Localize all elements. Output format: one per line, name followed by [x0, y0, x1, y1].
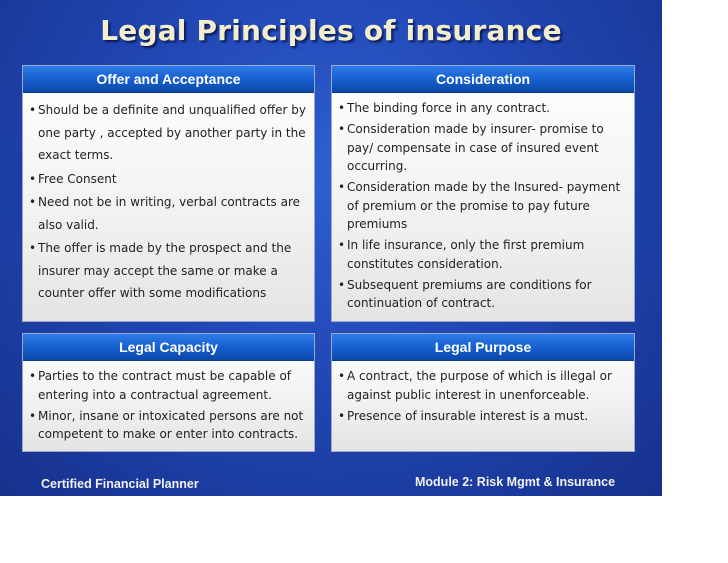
- footer-right: Module 2: Risk Mgmt & Insurance: [415, 475, 616, 489]
- list-item: • Free Consent: [29, 168, 306, 191]
- panel-legal-capacity: [22, 333, 315, 452]
- list-item: • Minor, insane or intoxicated persons are not competent to make or enter into contracts.: [29, 407, 306, 444]
- panel-header-legal-capacity: Legal Capacity: [23, 334, 314, 361]
- panel-header-offer-acceptance: Offer and Acceptance: [23, 66, 314, 93]
- list-item: • Parties to the contract must be capable of entering into a contractual agreement.: [29, 367, 306, 404]
- panel-legal-purpose: [331, 333, 635, 452]
- list-item: • The offer is made by the prospect and the insurer may accept the same or make a counter offer with some modifications: [29, 237, 306, 305]
- list-item: • Subsequent premiums are conditions for continuation of contract.: [338, 276, 626, 313]
- list-item: • The binding force in any contract.: [338, 99, 626, 118]
- panel-offer-acceptance: [22, 65, 315, 322]
- list-item: • Presence of insurable interest is a must.: [338, 407, 626, 426]
- list-item: • In life insurance, only the first premium constitutes consideration.: [338, 236, 626, 273]
- list-item: • A contract, the purpose of which is illegal or against public interest in unenforceable.: [338, 367, 626, 404]
- consideration-list: [332, 93, 634, 313]
- list-item: • Should be a definite and unqualified offer by one party , accepted by another party in the exact terms.: [29, 99, 306, 167]
- panel-header-legal-purpose: Legal Purpose: [332, 334, 634, 361]
- slide-title: Legal Principles of insurance: [100, 14, 562, 47]
- offer-acceptance-list: [23, 93, 314, 305]
- footer-left: Certified Financial Planner: [41, 477, 199, 491]
- legal-capacity-list: [23, 361, 314, 444]
- list-item: • Consideration made by the Insured- payment of premium or the promise to pay future premiums: [338, 178, 626, 234]
- list-item: • Need not be in writing, verbal contracts are also valid.: [29, 191, 306, 236]
- panel-consideration: [331, 65, 635, 322]
- legal-purpose-list: [332, 361, 634, 425]
- panel-header-consideration: Consideration: [332, 66, 634, 93]
- list-item: • Consideration made by insurer- promise to pay/ compensate in case of insured event occurring.: [338, 120, 626, 176]
